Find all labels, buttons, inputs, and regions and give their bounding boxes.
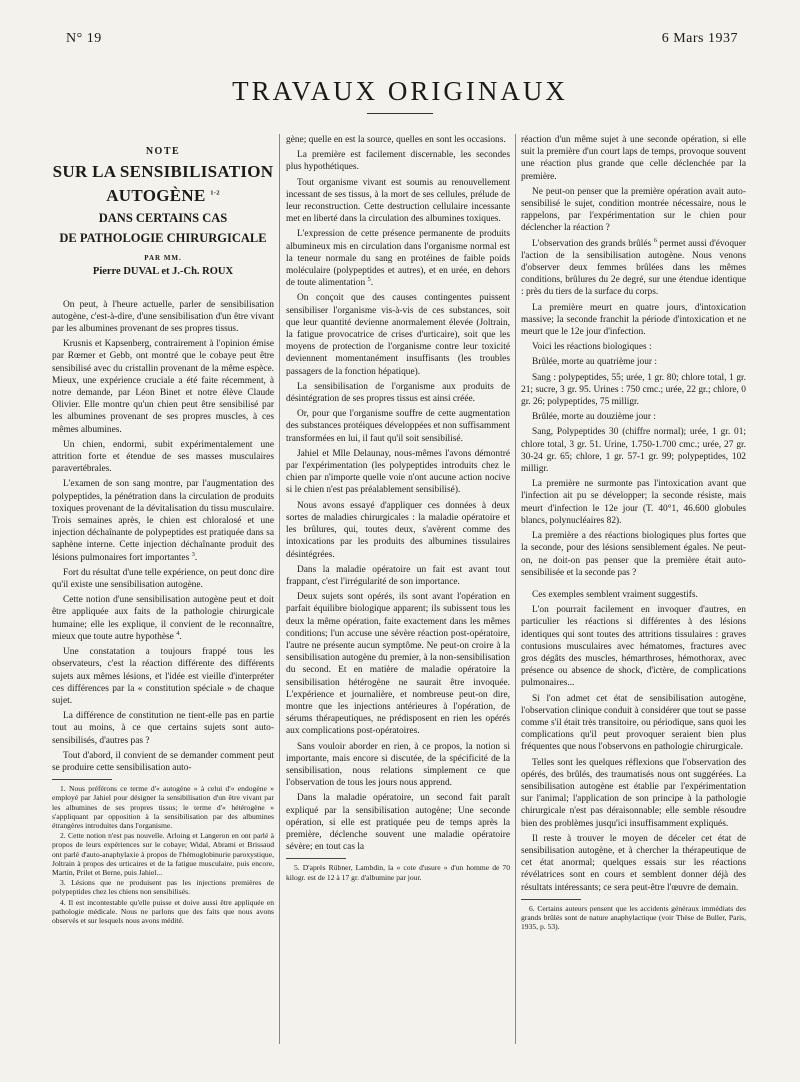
- paragraph: [52, 478, 274, 563]
- footnote-ref: 4: [176, 629, 180, 637]
- paragraph: Krusnis et Kapsenberg, contrairement à l'opinion émise par Rœmer et Gebb, ont montré que le cobaye peut être sensibilisé avec du cristallin provenant de la même espèce. Mieux, une expérience cruciale a été faite récemment, à notre demande, par Léon Binet et notre élève Claude Olivier. Elle montre qu'un chien peut être sensibilisé par les albumines provenant de ses propres muscles, à ces mêmes albumines.: [52, 339, 274, 435]
- footnote: 6. Certains auteurs pensent que les accidents généraux immédiats des grands brûlés sont de nature anaphylactique (voir Thèse de Buller, Paris, 1935, p. 53).: [521, 903, 746, 932]
- footnote-rule: [521, 899, 581, 900]
- paragraph: La première est facilement discernable, les secondes plus hypothétiques.: [286, 150, 510, 173]
- paragraph-text: L'expression de cette présence permanente de produits albumineux mis en circulation dans l'organisme normal est la teneur normale du sang en protéines de faible poids moléculaire (polypeptides et autres), et en urée, en dehors de toute alimentation: [286, 229, 510, 289]
- spacer: [521, 582, 746, 589]
- paragraph: Or, pour que l'organisme souffre de cette augmentation des substances protéiques développées et non suffisamment transformées en lui, il faut qu'il soit sensibilisé.: [286, 409, 510, 444]
- paragraph: Sang, Polypeptides 30 (chiffre normal); urée, 1 gr. 01; chlore total, 3 gr. 51. Urine, 1.750-1.700 cmc.; urée, 27 gr. 30-24 gr. 65; chlore, 1 gr. 57-1 gr. 99; polypeptides, 102 milligr.: [521, 427, 746, 475]
- paragraph: Une constatation a toujours frappé tous les observateurs, c'est la réaction différente des différents sujets aux mêmes lésions, et l'idée est vieille d'interpréter ces différences par la « constitution spéciale » de chaque sujet.: [52, 647, 274, 706]
- paragraph: Un chien, endormi, subit expérimentalement une attrition forte et étendue de ses masses musculaires paravertébrales.: [52, 439, 274, 475]
- paragraph: La première ne surmonte pas l'intoxication avant que l'infection ait pu se développer; la seconde résiste, mais meurt d'infection le 12e jour (T. 40°1, 46.600 globules blancs, polynucléaires 82).: [521, 479, 746, 526]
- issue-number: N° 19: [66, 31, 102, 46]
- paragraph-text: .: [194, 552, 198, 563]
- paragraph-text: permet aussi d'évoquer l'action de la sensibilisation autogène. Nous venons d'observer deux femmes brûlées dans les mêmes conditions, brûlures du 2e degré, sur une étendue identique : près du tiers de la surface du corps.: [521, 238, 746, 298]
- column-rule: [515, 134, 516, 1044]
- paragraph: La première meurt en quatre jours, d'intoxication massive; la seconde franchit la période d'intoxication et ne meurt que le 12e jour d'infection.: [521, 302, 746, 338]
- article-label: NOTE: [145, 146, 181, 157]
- paragraph: Jahiel et Mlle Delaunay, nous-mêmes l'avons démontré par l'expérimentation (les polypeptides introduits chez le chien par n'importe quelle voie n'ont aucune action nocive si le chien n'est pas préalablement sensibilisé).: [286, 448, 510, 496]
- column-3: [521, 134, 746, 932]
- article-subtitle-line-1: DANS CERTAINS CAS: [98, 211, 228, 226]
- byline-par: PAR MM.: [144, 254, 182, 263]
- paragraph: Brûlée, morte au quatrième jour :: [532, 357, 657, 368]
- article-title-word: AUTOGÈNE: [106, 186, 206, 206]
- paragraph: La différence de constitution ne tient-elle pas en partie tout au moins, à ce que certains sujets sont auto-sensibilisés, d'autres pas ?: [52, 711, 274, 746]
- article-subtitle-line-2: DE PATHOLOGIE CHIRURGICALE: [59, 231, 267, 246]
- paragraph: Brûlée, morte au douzième jour :: [532, 412, 656, 423]
- paragraph: Deux sujets sont opérés, ils sont avant l'opération en parfait équilibre biologique apparent; ils subissent tous les deux la même opération, faite exactement dans les mêmes conditions; l'un accuse une sévère réaction post-opératoire, l'autre ne présente aucun symptôme. Ne peut-on croire à la sensibilisation autogène du premier, à la non-sensibilisation du second. Et en matière de maladie opératoire la sensibilisation hétérogène ne saurait être invoquée. L'expérience et journalière, et nombreuse peut-on dire, montre que les injections antérieures à l'opération, de sérums thérapeutiques, ne prédisposent en rien les opérés aux complications post-opératoires.: [286, 592, 510, 737]
- footnote: 3. Lésions que ne produisent pas les injections premières de polypeptides chez les chiens non sensibilisés.: [52, 878, 274, 897]
- footnote-ref: 6: [653, 236, 657, 244]
- paragraph-text: .: [179, 631, 182, 642]
- footnote: 2. Cette notion n'est pas nouvelle. Arloing et Langeron en ont parlé à propos de leurs expériences sur le cobaye; Widal, Abrami et Brissaud ont parlé d'auto-anaphylaxie à propos de l'hémoglobinurie paroxystique, Joltrain à propos des urticaires et de la fatigue musculaire, puis encore, Martin, Prilet et Berne, puis Jahiel...: [52, 831, 274, 877]
- paragraph: [52, 594, 274, 643]
- paragraph: La première a des réactions biologiques plus fortes que la seconde, pour des lésions sensiblement égales. Ne peut-on, ne doit-on pas penser que la première était auto-sensibilisée et la seconde pas ?: [521, 531, 746, 578]
- paragraph: On peut, à l'heure actuelle, parler de sensibilisation autogène, c'est-à-dire, d'une sensibilisation d'un être vivant par les albumines provenant de ses propres tissus.: [52, 299, 274, 335]
- footnote-ref: 3: [191, 550, 195, 558]
- paragraph: Ces exemples semblent vraiment suggestifs.: [532, 589, 698, 600]
- paragraph: Dans la maladie opératoire un fait est avant tout frappant, c'est l'irrégularité de son importance.: [286, 564, 510, 587]
- paragraph: Telles sont les quelques réflexions que l'observation des opérés, des brûlés, des traumatisés nous ont suggérées. La sensibilisation autogène est établie par l'expérimentation sur l'animal; l'application de son principe à la pathologie chirurgicale n'est pas déraisonnable; elle semble résoudre bien des problèmes jusqu'ici insuffisamment expliqués.: [521, 757, 746, 829]
- article-title-line-2: [52, 186, 274, 206]
- paragraph: Dans la maladie opératoire, un second fait paraît expliqué par la sensibilisation autogène; Une seconde opération, si elle est pratiquée peu de temps après la première, déclenche souvent une maladie opératoire sévère; en tout cas la: [286, 793, 510, 853]
- issue-date: 6 Mars 1937: [661, 31, 738, 46]
- paragraph: Fort du résultat d'une telle expérience, on peut donc dire qu'il existe une sensibilisation autogène.: [52, 567, 274, 591]
- paragraph: La sensibilisation de l'organisme aux produits de désintégration de ses propres tissus est ainsi créée.: [286, 381, 510, 405]
- paragraph: Nous avons essayé d'appliquer ces données à deux sortes de maladies chirurgicales : la maladie opératoire et les brûlures, qui, toutes deux, s'avèrent comme des intoxications par les produits des albumines tissulaires désintégrées.: [286, 500, 510, 560]
- section-rule: [367, 113, 433, 114]
- paragraph-text: Cette notion d'une sensibilisation autogène peut et doit être appliquée aux faits de la pathologie chirurgicale humaine; elle les explique, il convient de le reconnaître, mieux que toute autre hypothèse: [52, 595, 274, 642]
- paragraph: On conçoit que des causes contingentes puissent sensibiliser l'organisme vis-à-vis de ces substances, soit que leur quantité devienne anormalement élevée (Joltrain, la fatigue provocatrice de crises d'urticaire), soit que les moyens de protection de l'organisme contre leur toxicité deviennent momentanément insuffisants (les troubles passagers de la fonction hépatique).: [286, 293, 510, 377]
- paragraph: Tout d'abord, il convient de se demander comment peut se produire cette sensibilisation auto-: [52, 750, 274, 773]
- footnote: 5. D'après Rübner, Lambdin, la « cote d'usure » d'un homme de 70 kilogr. est de 12 à 17 gr. d'albumine par jour.: [286, 863, 510, 882]
- footnote-rule: [52, 779, 112, 780]
- footnote: 4. Il est incontestable qu'elle puisse et doive aussi être appliquée en pathologie médicale. Nous ne parlons que des faits que nous avons observés et sur lesquels nous avons médité.: [52, 897, 274, 925]
- column-1: [52, 140, 274, 926]
- paragraph: Si l'on admet cet état de sensibilisation autogène, l'observation clinique conduit à considérer que tout se passe comme s'il était très transitoire, ou périodique, sans quoi les complications qu'il peut provoquer seraient bien plus fréquentes que nous l'observons en pathologie chirurgicale.: [521, 693, 746, 753]
- paragraph: Sans vouloir aborder en rien, à ce propos, la notion si importante, mais encore si discutée, de la spécificité de la sensibilisation, nous relations simplement ce que l'observation de tous les jours nous apprend.: [286, 741, 510, 789]
- footnote: 1. Nous préférons ce terme d'« autogène » à celui d'« endogène » employé par Jahiel pour désigner la sensibilisation d'un être vivant par les albumines de ses propres tissus; le terme d'« hétérogène » s'appliquant par opposition à la sensibilisation par des albumines étrangères introduites dans l'organisme.: [52, 784, 274, 830]
- paragraph-text: L'observation des grands brûlés: [532, 238, 652, 249]
- paragraph: L'on pourrait facilement en invoquer d'autres, en particulier les réactions si différentes à des lésions identiques qui sont toutes des attritions tissulaires : graves contusions musculaires avec hématomes, fractures avec gros dégâts des muscles, hémarthroses, hémothorax, avec présence ou absence de shock, d'ictère, de complications pulmonaires...: [521, 605, 746, 689]
- paragraph: [286, 228, 510, 289]
- paragraph: Voici les réactions biologiques :: [532, 342, 652, 353]
- paragraph-text: .: [370, 278, 374, 289]
- article-authors: Pierre DUVAL et J.-Ch. ROUX: [92, 266, 234, 278]
- footnote-ref: 1-2: [210, 189, 220, 197]
- footnote-ref: 5: [367, 276, 371, 284]
- paragraph: Ne peut-on penser que la première opération avait auto-sensibilisé le sujet, condition montrée nécessaire, nous le rappelons, par l'expérimentation sur le chien pour déclencher la réaction ?: [521, 186, 746, 234]
- paragraph: gène; quelle en est la source, quelles en sont les occasions.: [286, 135, 506, 145]
- paragraph: réaction d'un même sujet à une seconde opération, si elle suit la première d'un court laps de temps, provoque souvent une réaction plus grande que celle déclenchée par la première.: [521, 135, 746, 182]
- column-2: [286, 134, 510, 883]
- paragraph: Il reste à trouver le moyen de déceler cet état de sensibilisation autogène, et à chercher la thérapeutique de cet état anormal; quelques essais sur les réactions révélatrices sont en cours et semblent donner déjà des résultats intéressants; ce sera peut-être l'œuvre de demain.: [521, 833, 746, 893]
- article-title-line-1: SUR LA SENSIBILISATION: [52, 162, 274, 182]
- paragraph: Tout organisme vivant est soumis au renouvellement incessant de ses tissus, à la mort de ses cellules, prélude de leur reconstruction. Cette destruction cellulaire incessante met en liberté dans la circulation des albumines toxiques.: [286, 177, 510, 225]
- paragraph: [521, 238, 746, 299]
- footnote-rule: [286, 858, 346, 859]
- column-rule: [279, 134, 280, 1044]
- section-title: TRAVAUX ORIGINAUX: [232, 76, 568, 106]
- paragraph: Sang : polypeptides, 55; urée, 1 gr. 80; chlore total, 1 gr. 21; sucre, 3 gr. 95. Urines : 750 cmc.; urée, 22 gr.; chlore, 0 gr. 26; polypeptides, 75 milligr.: [521, 372, 746, 408]
- paragraph-text: L'examen de son sang montre, par l'augmentation des polypeptides, la pénétration dans la circulation de produits toxiques provenant de la dévitalisation du tissu musculaire. Trois semaines après, le chien est chloralosé et une injection déchaînante de polypeptides est pratiquée dans sa saphène interne. Cette injection déchaînante produit des lésions pulmonaires fort importantes: [52, 479, 274, 563]
